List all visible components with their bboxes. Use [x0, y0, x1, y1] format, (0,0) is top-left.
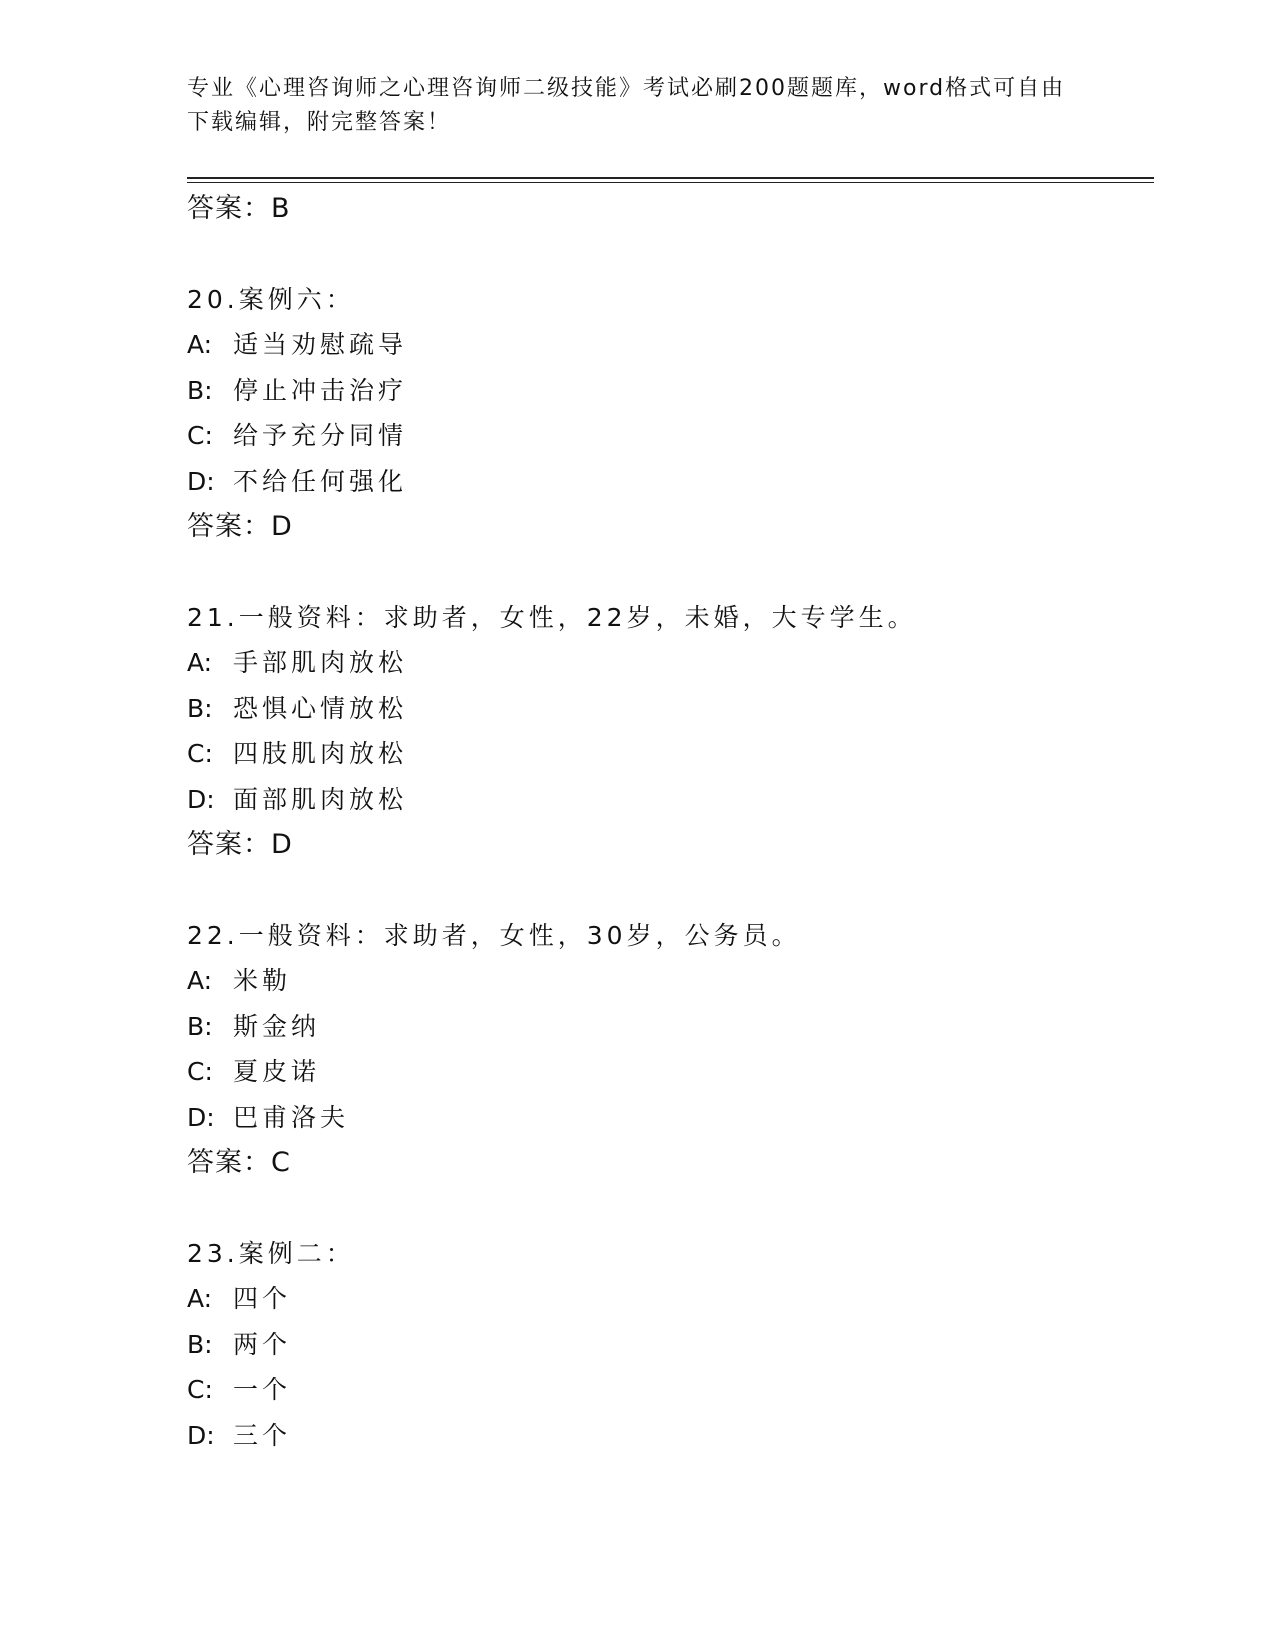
spacer [187, 868, 1147, 913]
option-text: 米勒 [233, 966, 292, 995]
question-block [187, 277, 1147, 550]
option-letter: B: [187, 375, 213, 405]
answer-line: 答案：D [187, 511, 293, 542]
option-letter: A: [187, 1284, 213, 1313]
option-a [187, 1276, 1147, 1322]
option-d [187, 1413, 1147, 1459]
option-text: 恐惧心情放松 [233, 693, 408, 723]
option-b [187, 368, 1147, 414]
option-a [187, 640, 1147, 686]
option-letter: D: [187, 1420, 215, 1450]
option-letter: B: [187, 1329, 213, 1359]
option-letter: D: [187, 466, 215, 496]
spacer [187, 232, 1147, 277]
option-d [187, 1095, 1147, 1141]
option-letter: C: [187, 1375, 213, 1404]
option-letter: A: [187, 330, 213, 359]
question-block [187, 913, 1147, 1186]
option-text: 适当劝慰疏导 [233, 330, 408, 359]
option-b [187, 1322, 1147, 1368]
option-letter: D: [187, 1102, 215, 1132]
option-letter: B: [187, 693, 213, 723]
question-block [187, 1231, 1147, 1459]
option-letter: A: [187, 966, 213, 995]
option-c [187, 1367, 1147, 1413]
option-text: 三个 [233, 1420, 292, 1450]
option-text: 四肢肌肉放松 [233, 739, 408, 768]
spacer [187, 1186, 1147, 1231]
question-block [187, 595, 1147, 868]
option-b [187, 686, 1147, 732]
option-letter: C: [187, 421, 213, 450]
option-text: 夏皮诺 [233, 1057, 321, 1086]
answer-line: 答案：C [187, 1147, 291, 1178]
option-d [187, 777, 1147, 823]
question-title: 21.一般资料：求助者，女性，22岁，未婚，大专学生。 [187, 602, 917, 632]
option-c [187, 413, 1147, 459]
header-rule [187, 177, 1154, 179]
question-title: 22.一般资料：求助者，女性，30岁，公务员。 [187, 920, 801, 950]
option-letter: B: [187, 1011, 213, 1041]
option-letter: C: [187, 1057, 213, 1086]
question-list [187, 186, 1147, 1458]
answer-line: 答案：B [187, 193, 291, 224]
option-text: 斯金纳 [233, 1011, 321, 1041]
header-rule-thin [187, 182, 1154, 183]
option-text: 停止冲击治疗 [233, 375, 408, 405]
option-a [187, 958, 1147, 1004]
option-a [187, 322, 1147, 368]
question-title: 23.案例二： [187, 1238, 355, 1268]
option-d [187, 459, 1147, 505]
option-letter: D: [187, 784, 215, 814]
option-text: 面部肌肉放松 [233, 784, 408, 814]
option-text: 四个 [233, 1284, 292, 1313]
option-text: 不给任何强化 [233, 466, 408, 496]
option-text: 巴甫洛夫 [233, 1102, 350, 1132]
option-text: 两个 [233, 1329, 292, 1359]
option-c [187, 1049, 1147, 1095]
option-text: 给予充分同情 [233, 421, 408, 450]
answer-line: 答案：D [187, 829, 293, 860]
document-header: 专业《心理咨询师之心理咨询师二级技能》考试必刷200题题库，word格式可自由下载编辑，附完整答案！ [187, 76, 1066, 135]
option-c [187, 731, 1147, 777]
option-letter: C: [187, 739, 213, 768]
option-text: 一个 [233, 1375, 292, 1404]
option-letter: A: [187, 648, 213, 677]
option-text: 手部肌肉放松 [233, 648, 408, 677]
spacer [187, 550, 1147, 595]
option-b [187, 1004, 1147, 1050]
question-title: 20.案例六： [187, 284, 355, 314]
